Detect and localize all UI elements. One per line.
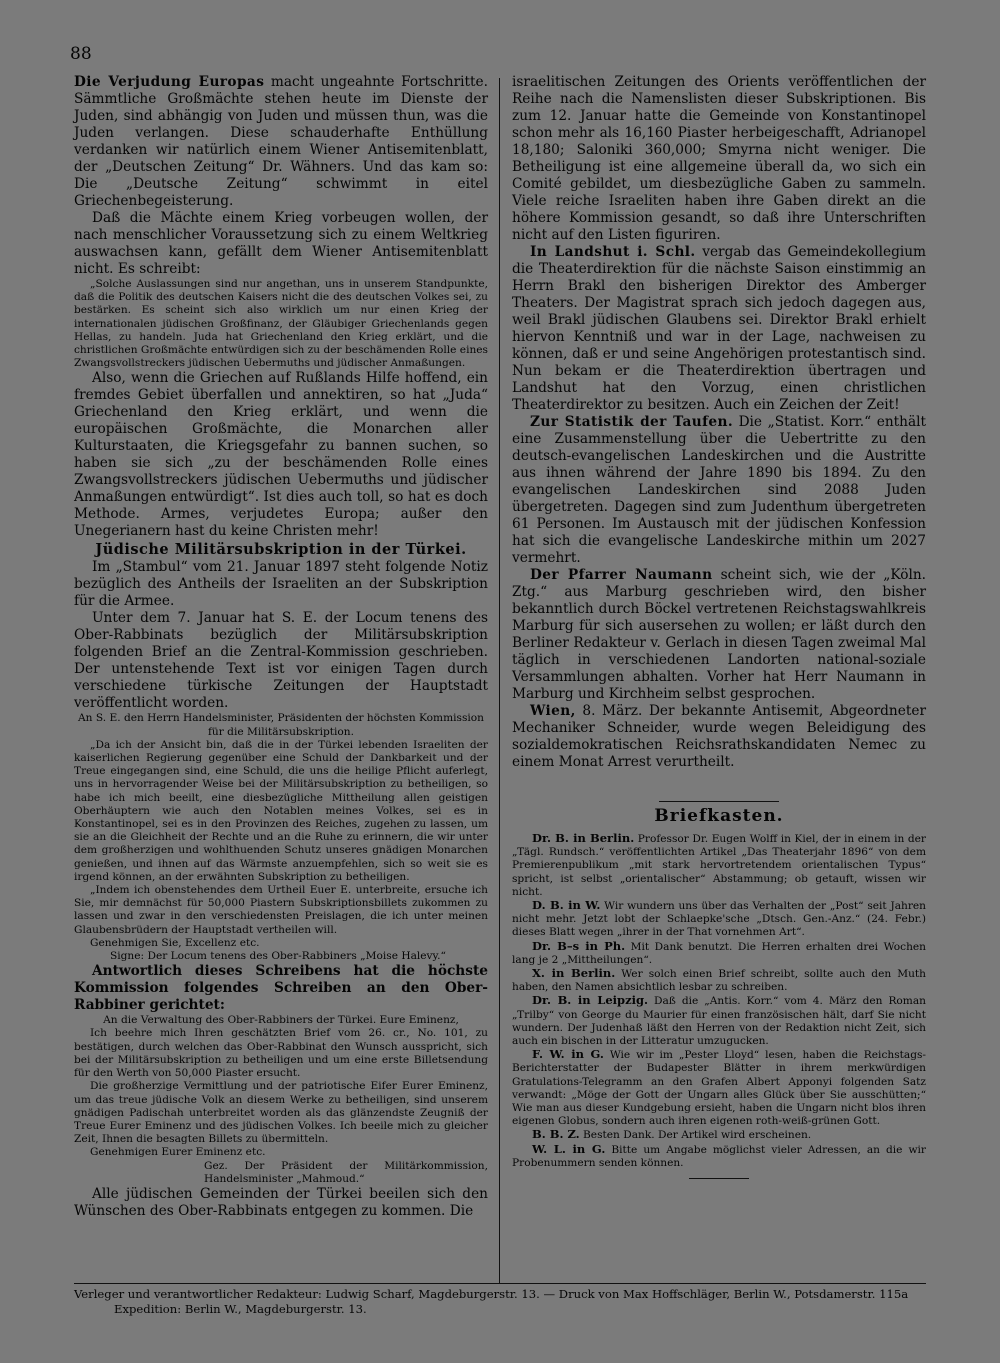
paragraph-text: scheint sich, wie der „Köln. Ztg.“ aus Marburg geschrieben wird, den bisher bekanntlich durch Böckel vertretenen Reichstagswahlkreis Marburg für sich ausersehen zu wollen; er läßt durch den Berliner Redakteur v. Gerlach in diesen Tagen zweimal Mal täglich in verschiedenen Landorten national-soziale Versammlungen abhalten. Vorher hat Herr Naumann in Marburg und Kirchheim selbst gesprochen. (512, 567, 926, 702)
paragraph (74, 74, 488, 210)
paragraph (512, 244, 926, 414)
left-column (74, 74, 488, 1220)
briefkasten-addressee: W. L. in G. (532, 1141, 606, 1156)
paragraph-text: vergab das Gemeindekollegium die Theaterdirektion für die nächste Saison einstimmig an Herrn Brakl den bisherigen Direktor des Amberger Theaters. Der Magistrat sprach sich jedoch dagegen aus, weil Brakl jüdischen Glaubens sei. Direktor Brakl erhielt hiervon Kenntniß und war in der Lage, nachweisen zu können, daß er und seine Angehörigen protestantisch sind. Nun bekam er die Theaterdirektion übertragen und Landshut hat den Vorzug, einen christlichen Theaterdirektor zu besitzen. Auch ein Zeichen der Zeit! (512, 244, 926, 413)
briefkasten-text: Wie wir im „Pester Lloyd“ lesen, haben die Reichstags-Berichterstatter der Budapester Blätter in ihrem merkwürdigen Gratulations-Telegramm an den Grafen Albert Apponyi folgenden Satz verwandt: „Möge der Gott der Ungarn alles Glück über Sie ausschütten;“ Wie man aus dieser Kundgebung ersieht, haben die Ungarn nicht blos ihren eigenen Globus, sondern auch ihren eigenen roth-weiß-grünen Gott. (512, 1049, 927, 1128)
paragraph: israelitischen Zeitungen des Orients veröffentlichen der Reihe nach die Namenslisten dieser Subskriptionen. Bis zum 12. Januar hatte die Gemeinde von Konstantinopel schon mehr als 16,160 Piaster herbeigeschafft, Adrianopel 18,180; Saloniki 360,000; Smyrna nicht weniger. Die Betheiligung ist eine allgemeine überall da, wo sich ein Comité gebildet, um diesbezügliche Gaben zu sammeln. Viele reiche Israeliten haben ihre Gaben direkt an die höhere Kommission gesandt, so daß ihre Unterschriften nicht auf den Listen figuriren. (512, 74, 926, 243)
briefkasten-entry (512, 899, 926, 940)
right-column (512, 74, 926, 1179)
briefkasten-entry (512, 967, 926, 994)
article-lead-heading: Der Pfarrer Naumann (530, 567, 713, 583)
briefkasten-text: Bitte um Angabe möglichst vieler Adressen, an die wir Probenummern senden können. (512, 1143, 926, 1169)
briefkasten-entries (512, 832, 926, 1170)
paragraph (512, 703, 926, 771)
briefkasten-addressee: B. B. Z. (532, 1127, 580, 1142)
article-heading: Jüdische Militärsubskription in der Türkei. (95, 541, 467, 559)
briefkasten-addressee: F. W. in G. (532, 1047, 604, 1062)
briefkasten-entry (512, 1048, 926, 1128)
paragraph-text: Die „Statist. Korr.“ enthält eine Zusammenstellung über die Uebertritte zu den deutsch-evangelischen Landeskirchen und die Austritte aus ihnen während der Jahre 1890 bis 1894. Zu den evangelischen Landeskirchen sind 2088 Juden übergetreten. Dagegen sind zum Judenthum übergetreten 61 Personen. Im Austausch mit der jüdischen Konfession hat sich die evangelische Landeskirche mithin um 2027 vermehrt. (512, 414, 926, 566)
briefkasten-entry (512, 1143, 926, 1170)
briefkasten-rule-bottom (689, 1178, 749, 1179)
article-lead-heading: Die Verjudung Europas (74, 74, 265, 90)
quoted-paragraph: Gez. Der Präsident der Militärkommission, Handelsminister „Mahmoud.“ (204, 1159, 488, 1185)
paragraph: Alle jüdischen Gemeinden der Türkei beeilen sich den Wünschen des Ober-Rabbinats entgegen zu kommen. Die (74, 1185, 488, 1219)
briefkasten-addressee: X. in Berlin. (532, 966, 616, 981)
briefkasten-entry (512, 832, 926, 899)
paragraph-text: 8. März. Der bekannte Antisemit, Abgeordneter Mechaniker Schneider, wurde wegen Beleidigung des sozialdemokratischen Reichsrathskandidaten Nemec zu einem Monat Arrest verurtheilt. (512, 703, 926, 770)
quoted-paragraph: Ich beehre mich Ihren geschätzten Brief vom 26. cr., No. 101, zu bestätigen, durch welchen das Ober-Rabbinat den Wunsch ausspricht, sich bei der Militärsubskription zu betheiligen und um eine erste Billetsendung für den Werth von 50,000 Piaster ersucht. (74, 1027, 488, 1080)
briefkasten-text: Daß die „Antis. Korr.“ vom 4. März den Roman „Trilby“ von George du Maurier für einen französischen hält, darf Sie nicht wundern. Der Judenhaß läßt den Herren von der Redaktion nicht Zeit, sich auch ein bischen in der Litteratur umzugucken. (512, 995, 926, 1048)
quoted-paragraph: An die Verwaltung des Ober-Rabbiners der Türkei. Eure Eminenz, (103, 1014, 459, 1027)
quoted-paragraph: Genehmigen Eurer Eminenz etc. (90, 1146, 266, 1159)
column-divider (499, 78, 500, 1283)
briefkasten-entry (512, 994, 926, 1048)
bold-paragraph: Antwortlich dieses Schreibens hat die höchste Kommission folgendes Schreiben an den Ober-Rabbiner gerichtet: (74, 963, 488, 1014)
briefkasten-text: Wir wundern uns über das Verhalten der „Post“ seit Jahren nicht mehr. Jetzt lobt der Schlaepke'sche „Dtsch. Gen.-Anz.“ (24. Febr.) dieses Blatt wegen „ihrer in der That vornehmen Art“. (512, 900, 926, 939)
right-articles (512, 74, 926, 771)
briefkasten-addressee: Dr. B. in Berlin. (532, 831, 635, 845)
paragraph-text: macht ungeahnte Fortschritte. Sämmtliche Großmächte stehen heute im Dienste der Juden, sind abhängig von Juden und müssen thun, was die Juden verlangen. Diese schauderhafte Enthüllung verdanken wir natürlich einem Wiener Antisemitenblatt, der „Deutschen Zeitung“ Dr. Wähners. Und das kam so: Die „Deutsche Zeitung“ schwimmt in eitel Griechenbegeisterung. (74, 74, 488, 209)
quoted-paragraph: Signe: Der Locum tenens des Ober-Rabbiners „Moise Halevy.“ (110, 950, 446, 963)
briefkasten-text: Professor Dr. Eugen Wolff in Kiel, der in einem in der „Tägl. Rundsch.“ veröffentlichten Artikel „Das Theaterjahr 1896“ von dem Premierenpublikum „mit stark hervortretendem orientalischen Typus“ spricht, ist selbst „orientalischer“ Abstammung; ob getauft, wissen wir nicht. (512, 833, 926, 898)
imprint-line-publisher: Verleger und verantwortlicher Redakteur: Ludwig Scharf, Magdeburgerstr. 13. — Druck von Max Hoffschläger, Berlin W., Potsdamerstr. 115a (74, 1287, 909, 1301)
footer-rule (74, 1283, 926, 1284)
quoted-paragraph: Die großherzige Vermittlung und der patriotische Eifer Eurer Eminenz, um das treue jüdische Volk an diesem Werke zu betheiligen, sind unserem gnädigen Padischah unterbreitet worden als das glänzendste Zeugniß der Treue Eurer Eminenz und des jüdischen Volkes. Ich beeile mich zu gleicher Zeit, Ihnen die besagten Billets zu übermitteln. (74, 1080, 488, 1146)
paragraph (512, 567, 926, 703)
briefkasten-addressee: Dr. B. in Leipzig. (532, 993, 649, 1008)
paragraph: Also, wenn die Griechen auf Rußlands Hilfe hoffend, ein fremdes Gebiet überfallen und annektiren, so hat „Juda“ Griechenland den Krieg erklärt, und wenn die europäischen Großmächte, die Monarchen aller Kulturstaaten, die Kriegsgefahr zu bannen suchen, so haben sie sich „zu der beschämenden Rolle eines Zwangsvollstreckers jüdischen Uebermuths und jüdischer Anmaßungen entwürdigt“. Ist dies auch toll, so hat es doch Methode. Armes, verjudetes Europa; außer den Unegerianern hast du keine Christen mehr! (74, 370, 488, 540)
briefkasten-text: Mit Dank benutzt. Die Herren erhalten drei Wochen lang je 2 „Mittheilungen“. (512, 940, 926, 966)
paragraph (512, 414, 926, 567)
quoted-paragraph: „Da ich der Ansicht bin, daß die in der Türkei lebenden Israeliten der kaiserlichen Regierung gegenüber eine Schuld der Dankbarkeit und der Treue eingegangen sind, eine Schuld, die uns die heilige Pflicht auferlegt, uns in hervorragender Weise bei der Militärsubskription zu betheiligen, so habe ich mich beeilt, eine diesbezügliche Mittheilung allen geistigen Oberhäuptern wie auch den Notablen meines Volkes, sei es in Konstantinopel, sei es in den Provinzen des Reiches, zugehen zu lassen, um sie an die Gleichheit der Rechte und an die Ruhe zu erinnern, die wir unter dem großherzigen und wohlthuenden Schutz unseres gnädigen Monarchen genießen, und ihnen auf das Wärmste anzuempfehlen, sich so weit sie es irgend können, an der erwähnten Subskription zu betheiligen. (74, 738, 488, 883)
paragraph: Im „Stambul“ vom 21. Januar 1897 steht folgende Notiz bezüglich des Antheils der Israeliten an der Subskription für die Armee. (74, 559, 488, 610)
article-lead-heading: Zur Statistik der Taufen. (530, 414, 733, 430)
briefkasten-title: Briefkasten. (654, 806, 784, 826)
quoted-paragraph: Genehmigen Sie, Excellenz etc. (90, 936, 260, 949)
paragraph: Unter dem 7. Januar hat S. E. der Locum tenens des Ober-Rabbinats bezüglich der Militärsubskription folgenden Brief an die Zentral-Kommission geschrieben. Der untenstehende Text ist vor einigen Tagen durch verschiedene türkische Zeitungen der Hauptstadt veröffentlicht worden. (74, 610, 488, 712)
article-lead-heading: Wien, (530, 703, 576, 719)
briefkasten-addressee: D. B. in W. (532, 898, 601, 913)
briefkasten-entry (512, 1128, 926, 1142)
article-lead-heading: In Landshut i. Schl. (530, 244, 696, 260)
imprint-line-expedition: Expedition: Berlin W., Magdeburgerstr. 13. (114, 1302, 367, 1316)
briefkasten-rule-top (659, 801, 779, 802)
page-number: 88 (70, 44, 92, 64)
briefkasten-text: Besten Dank. Der Artikel wird erscheinen. (579, 1129, 812, 1142)
imprint-footer (74, 1287, 934, 1317)
quoted-paragraph: „Indem ich obenstehendes dem Urtheil Euer E. unterbreite, ersuche ich Sie, mir demnächst für 50,000 Piastern Subskriptionsbillets zukommen zu lassen und zwar in den verschiedensten Preislagen, die ich unter meinen Glaubensbrüdern der Hauptstadt vertheilen will. (74, 884, 488, 936)
quoted-paragraph: An S. E. den Herrn Handelsminister, Präsidenten der höchsten Kommission für die Militärsubskription. (78, 712, 484, 738)
briefkasten-entry (512, 940, 926, 967)
briefkasten-text: Wer solch einen Brief schreibt, sollte auch den Muth haben, den Namen absichtlich lesbar zu schreiben. (512, 968, 926, 994)
paragraph: Daß die Mächte einem Krieg vorbeugen wollen, der nach menschlicher Voraussetzung sich zu einem Weltkrieg auswachsen kann, gefällt dem Wiener Antisemitenblatt nicht. Es schreibt: (74, 210, 488, 277)
quoted-paragraph: „Solche Auslassungen sind nur angethan, uns in unserem Standpunkte, daß die Politik des deutschen Kaisers nicht die des deutschen Volkes sei, zu bestärken. Es scheint sich also wirklich um nur einen Krieg der internationalen jüdischen Großfinanz, der Gläubiger Griechenlands gegen Hellas, zu handeln. Juda hat Griechenland den Krieg erklärt, und die christlichen Großmächte entwürdigen sich zu der beschämenden Rolle eines Zwangsvollstreckers jüdischen Uebermuths und jüdischer Anmaßungen. (74, 278, 488, 370)
briefkasten-addressee: Dr. B–s in Ph. (532, 938, 626, 953)
